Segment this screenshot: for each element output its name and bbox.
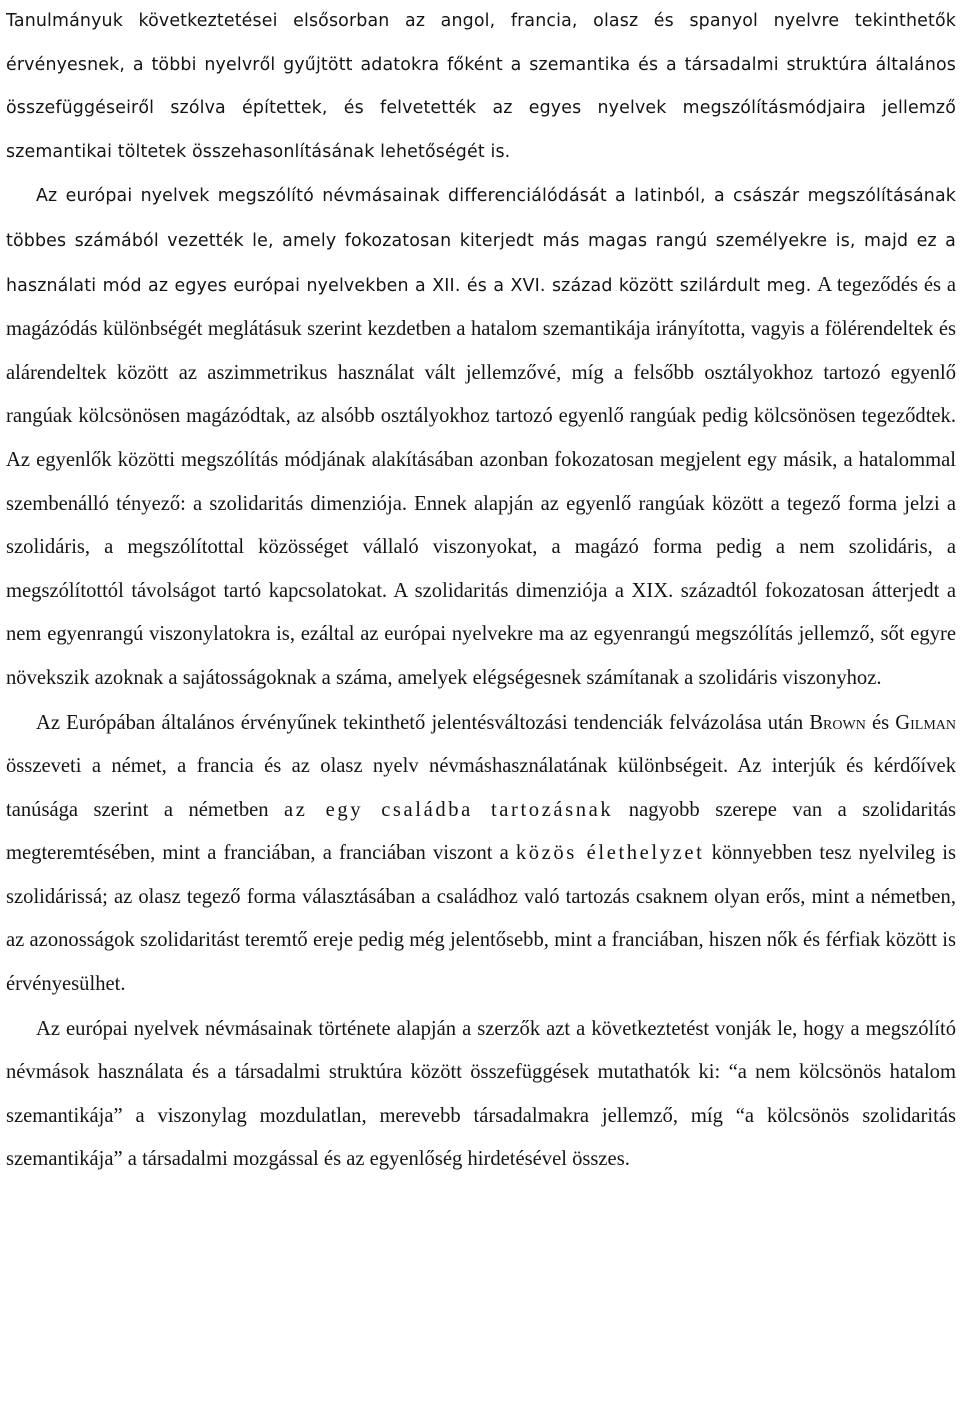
paragraph-3-text-5: könnyebben tesz nyelvileg is szolidárissá; az olasz tegező forma választásában a családhoz való tartozás csaknem olyan erős, mint a németben, az azonosságok szolidaritást teremtő ereje pedig még jelentősebb, mint a franciában, hiszen nők és férfiak között is érvényesülhet. bbox=[6, 842, 956, 996]
paragraph-3-text-1: Az Európában általános érvényűnek tekinthető jelentésváltozási tendenciák felvázolása után bbox=[36, 711, 810, 734]
paragraph-3-text-2: és bbox=[865, 711, 896, 734]
paragraph-3 bbox=[6, 702, 956, 1007]
emphasis-shared-situation: közös élethelyzet bbox=[515, 842, 705, 865]
paragraph-4: Az európai nyelvek névmásainak története alapján a szerzők azt a következtetést vonják le, hogy a megszólító névmások használata és a társadalmi struktúra között összefüggések mutathatók ki: “a nem kölcsönös hatalom szemantikája” a viszonylag mozdulatlan, merevebb társadalmakra jellemző, míg “a kölcsönös szolidaritás szemantikája” a társadalmi mozgással és az egyenlőség hirdetésével összes. bbox=[6, 1017, 956, 1171]
paragraph-2 bbox=[6, 174, 956, 700]
paragraph-3-text-3: összeveti a német, a francia és az olasz nyelv névmáshasználatának különbségeit. Az interjúk és kérdőívek tanúsága szerint a németben bbox=[6, 755, 956, 821]
paragraph-2-part-2: A tegeződés és a magázódás különbségét meglátásuk szerint kezdetben a hatalom szemantikája irányította, vagyis a fölérendeltek és alárendeltek között az aszimmetrikus használat vált jellemzővé, míg a felsőbb osztályokhoz tartozó egyenlő rangúak kölcsönösen magázódtak, az alsóbb osztályokhoz tartozó egyenlő rangúak pedig kölcsönösen tegeződtek. Az egyenlők közötti megszólítás módjának alakításában azonban fokozatosan megjelent egy másik, a hatalommal szembenálló tényező: a szolidaritás dimenziója. Ennek alapján az egyenlő rangúak között a tegező forma jelzi a szolidáris, a megszólítottal közösséget vállaló viszonyokat, a magázó forma pedig a nem szolidáris, a megszólítottól távolságot tartó kapcsolatokat. A szolidaritás dimenziója a XIX. századtól fokozatosan átterjedt a nem egyenrangú viszonylatokra is, ezáltal az európai nyelvekre ma az egyenrangú megszólítás jellemző, sőt egyre növekszik azoknak a sajátosságoknak a száma, amelyek elégségesnek számítanak a szolidáris viszonyhoz. bbox=[6, 273, 957, 689]
author-name-gilman: Gilman bbox=[895, 711, 956, 734]
paragraph-2-part-1: Az európai nyelvek megszólító névmásainak differenciálódását a latinból, a császár megszólításának többes számából vezették le, amely fokozatosan kiterjedt más magas rangú személyekre is, majd ez a használati mód az egyes európai nyelvekben a XII. és a XVI. század között szilárdult meg. bbox=[6, 186, 956, 296]
author-name-brown: Brown bbox=[809, 711, 866, 734]
paragraph-3-text-4: nagyobb szerepe van a szolidaritás megteremtésében, mint a franciában, a franciában viszont a bbox=[6, 798, 957, 865]
document-page bbox=[6, 0, 956, 1182]
paragraph-1: Tanulmányuk következtetései elsősorban az angol, francia, olasz és spanyol nyelvre tekinthetők érvényesnek, a többi nyelvről gyűjtött adatokra főként a szemantika és a társadalmi struktúra általános összefüggéseiről szólva építettek, és felvetették az egyes nyelvek megszólításmódjaira jellemző szemantikai töltetek összehasonlításának lehetőségét is. bbox=[6, 11, 956, 162]
emphasis-family: az egy családba tartozásnak bbox=[284, 798, 614, 821]
